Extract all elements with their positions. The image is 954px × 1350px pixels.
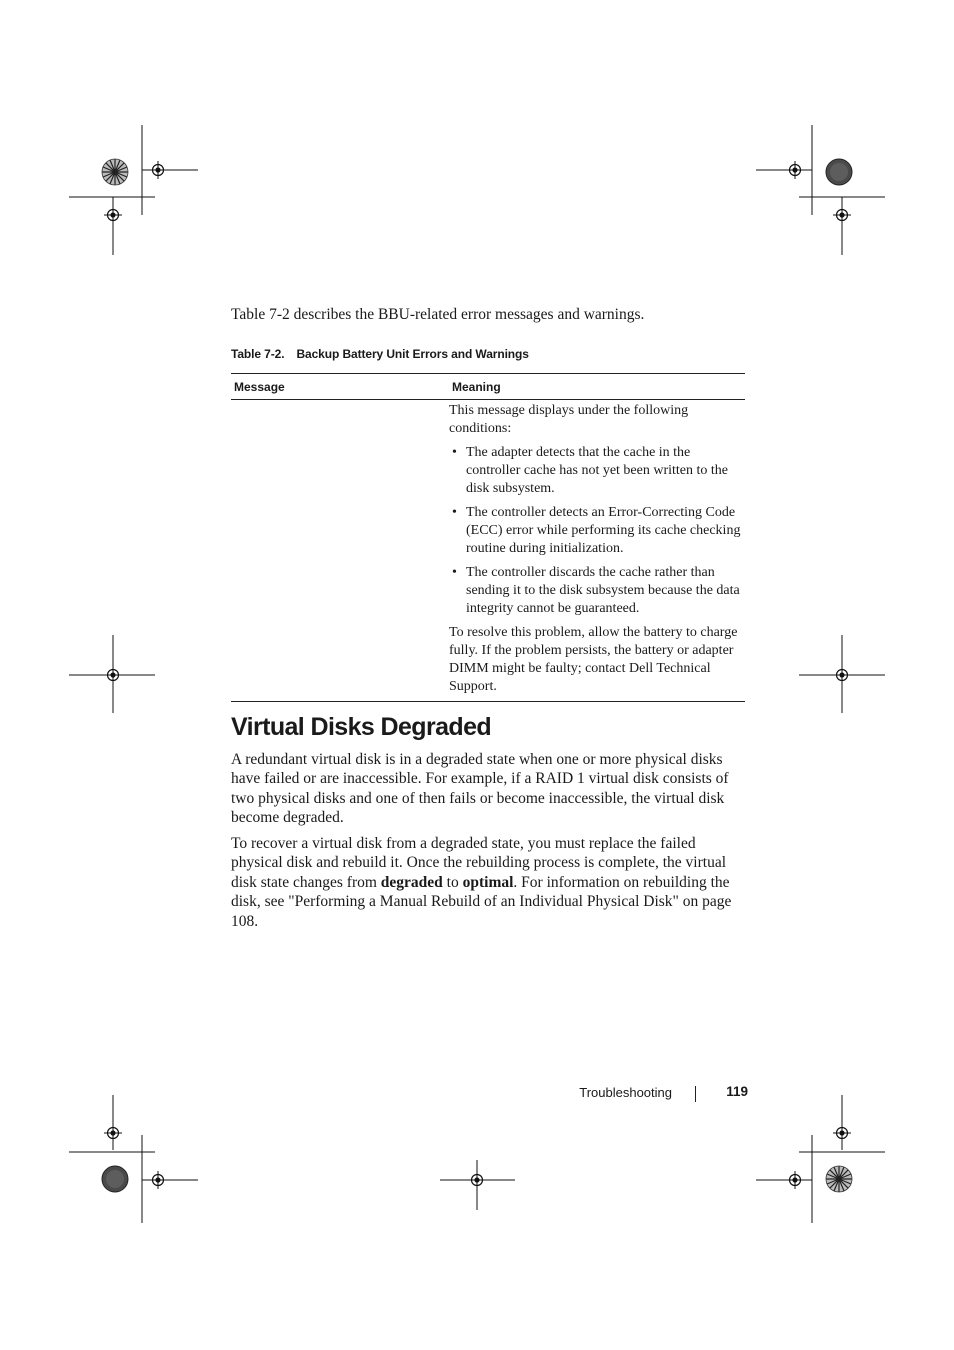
list-item xyxy=(449,444,741,498)
bullet-icon: • xyxy=(452,565,457,580)
column-header-meaning: Meaning xyxy=(452,379,501,394)
table-caption-title: Backup Battery Unit Errors and Warnings xyxy=(296,347,529,361)
page-number: 119 xyxy=(726,1084,748,1099)
column-header-message: Message xyxy=(234,379,285,394)
body-text: to xyxy=(442,873,463,891)
bbu-errors-table xyxy=(231,373,745,702)
state-optimal: optimal xyxy=(462,873,514,891)
message-cell xyxy=(231,400,445,701)
conditions-list xyxy=(449,444,741,618)
table-caption xyxy=(231,345,751,363)
bullet-icon: • xyxy=(452,505,457,520)
intro-paragraph: Table 7-2 describes the BBU-related error messages and warnings. xyxy=(231,306,645,323)
footer-divider xyxy=(695,1086,696,1102)
page-footer xyxy=(560,1084,750,1104)
table-header-row xyxy=(231,374,745,400)
state-degraded: degraded xyxy=(380,873,443,891)
list-item xyxy=(449,504,741,558)
body-paragraph-1: A redundant virtual disk is in a degraded state when one or more physical disks have failed or are inaccessible. For example, if a RAID 1 virtual disk consists of two physical disks and one of then fails or become inaccessible, the virtual disk become degraded. xyxy=(231,751,729,827)
meaning-cell xyxy=(445,400,745,701)
footer-section-name: Troubleshooting xyxy=(579,1085,672,1100)
meaning-intro: This message displays under the following conditions: xyxy=(449,403,689,436)
list-item xyxy=(449,564,741,618)
section-heading: Virtual Disks Degraded xyxy=(231,713,492,741)
list-item-text: The controller detects an Error-Correcting Code (ECC) error while performing its cache checking routine during initialization. xyxy=(466,505,741,556)
meaning-resolution: To resolve this problem, allow the battery to charge fully. If the problem persists, the battery or adapter DIMM might be faulty; contact Dell Technical Support. xyxy=(449,625,738,694)
list-item-text: The controller discards the cache rather than sending it to the disk subsystem because the data integrity cannot be guaranteed. xyxy=(466,565,740,616)
table-row xyxy=(231,400,745,701)
list-item-text: The adapter detects that the cache in the controller cache has not yet been written to the disk subsystem. xyxy=(466,445,729,496)
table-caption-label: Table 7-2. xyxy=(231,347,285,361)
body-paragraph-2 xyxy=(231,834,751,931)
body-text: . For information on rebuilding the disk, see "Performing a Manual Rebuild of an Individual Physical Disk" on page 108. xyxy=(231,873,732,930)
body-text: To recover a virtual disk from a degraded state, you must replace the failed physical disk and rebuild it. Once the rebuilding process is complete, the virtual disk state changes from xyxy=(231,835,727,891)
bullet-icon: • xyxy=(452,445,457,460)
